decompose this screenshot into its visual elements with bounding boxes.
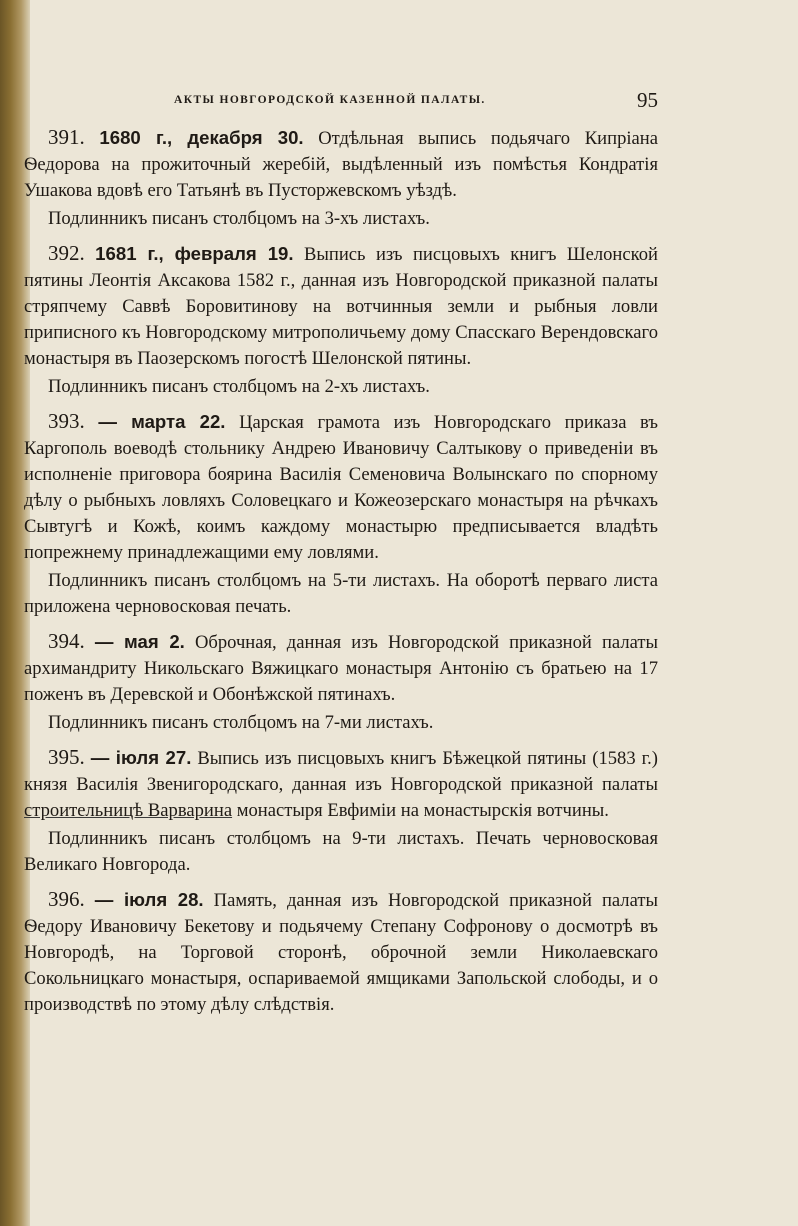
entry-body: Оброчная, данная изъ Новгородской приказной палаты архимандриту Никольскаго Вяжицкаго монастыря Антонію съ братьею на 17 поженъ въ Деревской и Обонѣжской пятинахъ. (24, 632, 658, 705)
entry-date: 1680 г., декабря 30. (99, 127, 304, 148)
entry-body-end: монастыря Евфиміи на монастырскія вотчины. (232, 800, 609, 821)
entry-391 (24, 124, 658, 232)
entry-394 (24, 628, 658, 736)
page-number: 95 (637, 88, 658, 112)
entry-text (24, 124, 658, 204)
entry-392 (24, 240, 658, 400)
entry-body: Царская грамота изъ Новгородскаго приказа въ Каргополь воеводѣ стольнику Андрею Ивановичу Салтыкову о приведеніи въ исполненіе приговора боярина Василія Семеновича Волынскаго по спорному дѣлу о рыбныхъ ловляхъ Соловецкаго и Кожеозерскаго монастыря на рѣчкахъ Сывтугѣ и Кожѣ, коимъ каждому монастырю предписывается владѣть попрежнему принадлежащими ему ловлями. (24, 412, 658, 563)
entry-note: Подлинникъ писанъ столбцомъ на 3-хъ листахъ. (48, 208, 430, 229)
entry-number: 392. (48, 241, 85, 265)
entry-text (24, 628, 658, 708)
entry-number: 395. (48, 745, 85, 769)
entry-body: Выпись изъ писцовыхъ книгъ Шелонской пятины Леонтія Аксакова 1582 г., данная изъ Новгородской приказной палаты стряпчему Саввѣ Боровитинову на вотчинныя земли и рыбныя ловли приписного къ Новгородскому митрополичьему дому Спасскаго Верендовскаго монастыря въ Паозерскомъ погостѣ Шелонской пятины. (24, 244, 658, 369)
entry-date: — мая 2. (94, 631, 185, 652)
entry-393 (24, 408, 658, 620)
entry-date: — марта 22. (98, 411, 226, 432)
page (24, 80, 658, 1018)
page-header (24, 80, 658, 116)
entry-text (24, 886, 658, 1018)
entry-note: Подлинникъ писанъ столбцомъ на 5-ти листахъ. На оборотѣ перваго листа приложена черновосковая печать. (24, 570, 658, 617)
entry-number: 393. (48, 409, 85, 433)
entry-note: Подлинникъ писанъ столбцомъ на 9-ти листахъ. Печать черновосковая Великаго Новгорода. (24, 828, 658, 875)
entry-text (24, 240, 658, 372)
entry-date: — іюля 28. (94, 889, 204, 910)
entry-396 (24, 886, 658, 1018)
entry-note: Подлинникъ писанъ столбцомъ на 2-хъ листахъ. (48, 376, 430, 397)
entry-body: Выпись изъ писцовыхъ книгъ Бѣжецкой пятины (1583 г.) князя Василія Звенигородскаго, данная изъ Новгородской приказной палаты (24, 748, 658, 795)
entry-text (24, 744, 658, 824)
entry-note: Подлинникъ писанъ столбцомъ на 7-ми листахъ. (48, 712, 434, 733)
entry-number: 394. (48, 629, 85, 653)
entry-text (24, 408, 658, 566)
entry-number: 396. (48, 887, 85, 911)
running-head: АКТЫ НОВГОРОДСКОЙ КАЗЕННОЙ ПАЛАТЫ. (174, 94, 486, 106)
entry-body: Отдѣльная выпись подьячаго Кипріана Ѳедорова на прожиточный жеребій, выдѣленный изъ помѣстья Кондратія Ушакова вдовѣ его Татьянѣ въ Пусторжевскомъ уѣздѣ. (24, 128, 658, 201)
entry-number: 391. (48, 125, 85, 149)
entry-body: Память, данная изъ Новгородской приказной палаты Ѳедору Ивановичу Бекетову и подьячему Степану Софронову о досмотрѣ въ Новгородѣ, на Торговой сторонѣ, оброчной земли Николаевскаго Сокольницкаго монастыря, оспариваемой ямщиками Запольской слободы, и о производствѣ по этому дѣлу слѣдствія. (24, 890, 658, 1015)
entry-395 (24, 744, 658, 878)
entry-date: 1681 г., февраля 19. (95, 243, 294, 264)
entry-date: — іюля 27. (90, 747, 192, 768)
pencil-underline: строительницѣ Варварина (24, 800, 233, 821)
